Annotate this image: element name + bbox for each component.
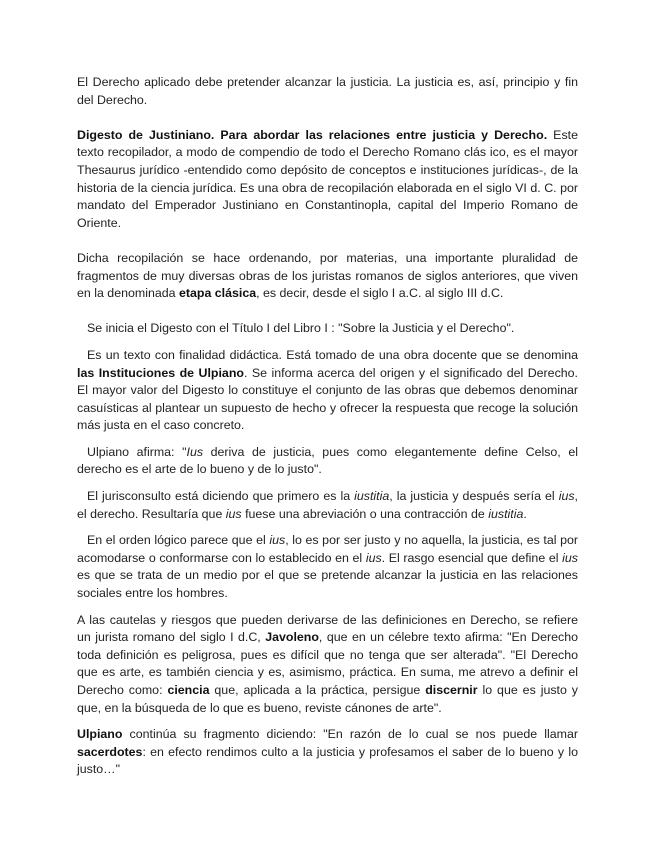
text-sac-a: continúa su fragmento diciendo: "En razón de lo cual se nos puede llamar: [122, 727, 578, 742]
italic-ius-2: ius: [225, 506, 242, 521]
text-sac-b: : en efecto rendimos culto a la justicia y profesamos el saber de lo bueno y lo justo…": [77, 744, 578, 777]
text-juris-c: , el derecho. Resultaría que: [77, 489, 578, 521]
paragraph-recopilacion: [77, 250, 578, 303]
bold-instituciones-ulpiano: las Instituciones de Ulpiano: [77, 365, 244, 380]
paragraph-jurisconsulto: [77, 488, 578, 523]
text-ulpiano-a: Ulpiano afirma: ": [87, 444, 187, 459]
text-orden-a: En el orden lógico parece que el: [87, 533, 270, 548]
bold-etapa-clasica: etapa clásica: [178, 286, 257, 301]
paragraph-instituciones: [77, 347, 578, 435]
text-orden-c: . El rasgo esencial que define el: [381, 550, 563, 565]
text-recopilacion-b: , es decir, desde el siglo I a.C. al siglo III d.C.: [256, 286, 504, 301]
text-jav-a: A las cautelas y riesgos que pueden derivarse de las definiciones en Derecho, se refiere un jurista romano del siglo I d.C,: [77, 612, 578, 645]
italic-iustitia-1: iustitia: [354, 489, 390, 504]
text-instituciones-b: . Se informa acerca del origen y el significado del Derecho. El mayor valor del Digesto lo constituye el conjunto de las obras que debemos denominar casuísticas al plantear un supuesto de hecho y ofrecer la respuesta que recoge la solución más justa en el caso concreto.: [77, 365, 578, 433]
bold-javoleno: Javoleno: [265, 630, 319, 645]
document-page: [77, 74, 578, 779]
bold-sacerdotes: sacerdotes: [77, 744, 143, 759]
text-juris-b: , la justicia y después sería el: [389, 489, 559, 504]
paragraph-digesto-justiniano: [77, 127, 578, 233]
italic-ius: Ius: [186, 444, 204, 459]
paragraph-orden-logico: [77, 532, 578, 602]
text-juris-d: fuese una abreviación o una contracción de: [241, 506, 489, 521]
italic-iustitia-2: iustitia: [488, 506, 524, 521]
text-jav-d: lo que es justo y que, en la búsqueda de lo que es bueno, reviste cánones de arte".: [77, 683, 578, 715]
italic-ius-3: ius: [269, 533, 286, 548]
bold-ulpiano: Ulpiano: [77, 727, 123, 742]
text-orden-d: es que se trata de un medio por el que se pretende alcanzar la justicia en las relaciones sociales entre los hombres.: [77, 568, 578, 601]
text-juris-a: El jurisconsulto está diciendo que primero es la: [87, 489, 355, 504]
text-instituciones-a: Es un texto con finalidad didáctica. Está tomado de una obra docente que se denomina: [87, 347, 578, 362]
heading-digesto: Digesto de Justiniano. Para abordar las relaciones entre justicia y Derecho.: [77, 127, 548, 142]
text-ulpiano-b: deriva de justicia, pues como elegantemente define Celso, el derecho es el arte de lo bueno y de lo justo".: [77, 444, 579, 477]
italic-ius-4: ius: [365, 550, 382, 565]
text-recopilacion-a: Dicha recopilación se hace ordenando, por materias, una importante pluralidad de fragmentos de muy diversas obras de los juristas romanos de siglos anteriores, que viven en la denominada: [77, 250, 578, 301]
bold-ciencia: ciencia: [167, 683, 210, 697]
paragraph-justicia-principio: El Derecho aplicado debe pretender alcanzar la justicia. La justicia es, así, principio y fin del Derecho.: [77, 75, 578, 107]
paragraph-javoleno: [77, 612, 578, 718]
text-jav-b: , que en un célebre texto afirma: "En Derecho toda definición es peligrosa, pues es difícil que no tenga que ser alterada". "El Derecho que es arte, es también ciencia y es, asimismo, práctica. En suma, me atrevo a definir el Derecho como:: [77, 630, 578, 697]
paragraph-titulo-libro: Se inicia el Digesto con el Título I del Libro I : "Sobre la Justicia y el Derecho".: [87, 321, 515, 336]
paragraph-sacerdotes: [77, 726, 578, 779]
italic-ius-1: ius: [558, 489, 575, 504]
paragraph-ulpiano-afirma: [77, 444, 578, 479]
text-orden-b: , lo es por ser justo y no aquella, la justicia, es tal por acomodarse o conformarse con lo establecido en el: [77, 533, 578, 565]
text-jav-c: que, aplicada a la práctica, persigue: [209, 683, 426, 697]
italic-ius-5: ius: [562, 550, 578, 565]
bold-discernir: discernir: [425, 683, 478, 697]
text-digesto: Este texto recopilador, a modo de compendio de todo el Derecho Romano clás ico, es el mayor Thesaurus jurídico -entendido como depósito de conceptos e instituciones jurídicas-, de la historia de la ciencia jurídica. Es una obra de recopilación elaborada en el siglo VI d. C. por mandato del Emperador Justiniano en Constantinopla, capital del Imperio Romano de Oriente.: [77, 127, 578, 230]
text-juris-e: .: [523, 506, 527, 521]
